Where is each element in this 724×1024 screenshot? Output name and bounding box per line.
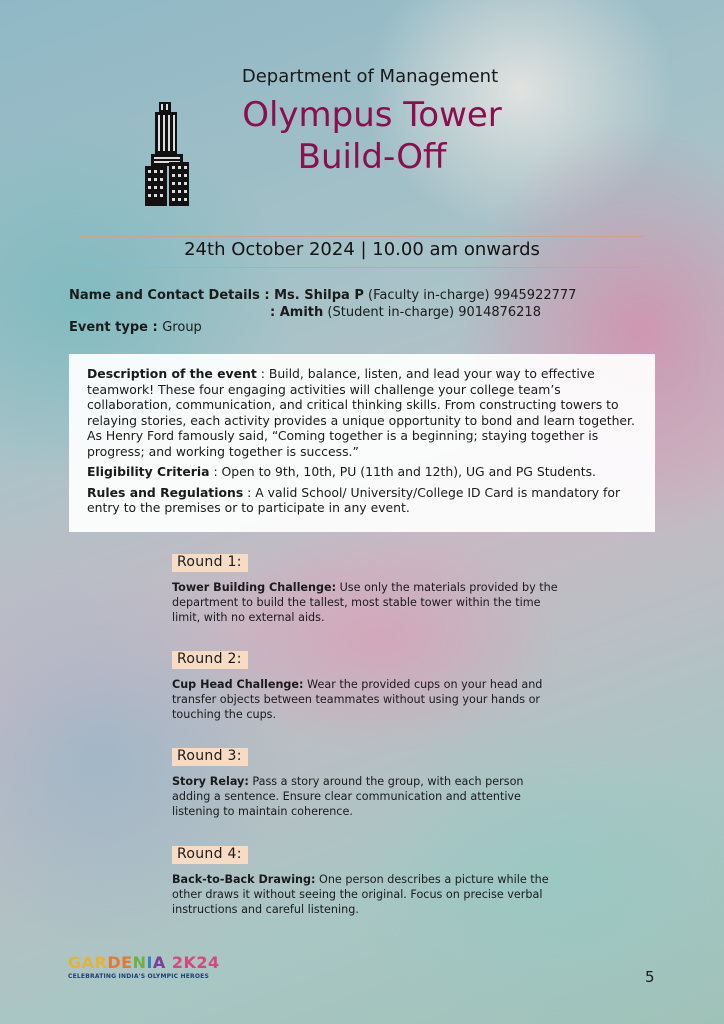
round-description [172,677,564,722]
department-heading: Department of Management [241,66,499,87]
round-badge: Round 2: [172,651,248,669]
skyscraper-icon [143,102,191,206]
round-text: Wear the provided cups on your head and transfer objects between teammates without using your hands or touching the cups. [172,678,543,721]
divider-bottom [78,267,644,268]
contact-label: Name and Contact Details : [69,288,275,303]
round-section-1 [172,554,564,625]
event-title-line2: Build-Off [297,137,447,177]
description-label: Description of the event [87,366,257,381]
event-type-value: Group [162,320,202,335]
student-prefix: : [270,305,280,320]
student-name: Amith [279,305,324,320]
round-title: Cup Head Challenge: [172,678,304,691]
round-title: Story Relay: [172,775,249,788]
faculty-contact [69,287,576,304]
event-title [212,94,532,178]
event-title-line1: Olympus Tower [242,95,502,135]
round-badge: Round 4: [172,846,248,864]
faculty-name: Ms. Shilpa P [274,288,364,303]
contact-details [69,287,576,321]
logo-part: A [152,953,172,972]
event-type-label: Event type : [69,320,163,335]
round-title: Back-to-Back Drawing: [172,873,316,886]
page-number: 5 [645,968,655,986]
logo-part: DE [107,953,133,972]
logo-part: GAR [68,953,108,972]
logo-part: 2K24 [171,953,220,972]
gardenia-logo [68,954,238,980]
logo-tagline: CELEBRATING INDIA'S OLYMPIC HEROES [68,973,210,980]
round-title: Tower Building Challenge: [172,581,337,594]
round-section-3 [172,748,564,819]
round-section-4 [172,846,564,917]
round-badge: Round 1: [172,554,248,572]
rules-label: Rules and Regulations [87,484,244,500]
round-description [172,580,564,625]
round-description [172,774,564,819]
student-role: (Student in-charge) 9014876218 [323,305,541,320]
description-box [69,354,655,532]
description-paragraph [87,366,637,459]
round-section-2 [172,651,564,722]
round-text: Pass a story around the group, with each person adding a sentence. Ensure clear communication and attentive listening to maintain coherence. [172,775,524,818]
round-text: One person describes a picture while the other draws it without seeing the original. Focus on precise verbal instructions and careful listening. [172,873,549,916]
student-contact [69,304,576,321]
round-badge: Round 3: [172,748,248,766]
event-date: 24th October 2024 | 10.00 am onwards [184,239,540,260]
round-text: Use only the materials provided by the department to build the tallest, most stable tower within the time limit, with no external aids. [172,581,558,624]
faculty-role: (Faculty in-charge) 9945922777 [363,288,577,303]
round-description [172,872,564,917]
event-type [69,320,202,335]
logo-part: I [146,953,153,972]
eligibility-label: Eligibility Criteria [87,464,210,479]
logo-wordmark [68,954,238,972]
rules-text: : A valid School/ University/College ID Card is mandatory for entry to the premises or to participate in any event. [87,484,621,515]
description-text: : Build, balance, listen, and lead your way to effective teamwork! These four engaging activities will challenge your college team’s collaboration, communication, and critical thinking skills. From constructing towers to relaying stories, each activity provides a unique opportunity to bond and learn together. As Henry Ford famously said, “Coming together is a beginning; staying together is progress; and working together is success.” [87,366,635,459]
divider-top [78,236,644,237]
rules-paragraph [87,485,637,516]
eligibility-text: : Open to 9th, 10th, PU (11th and 12th), UG and PG Students. [209,464,596,479]
eligibility-paragraph [87,464,637,480]
logo-part: N [132,953,147,972]
